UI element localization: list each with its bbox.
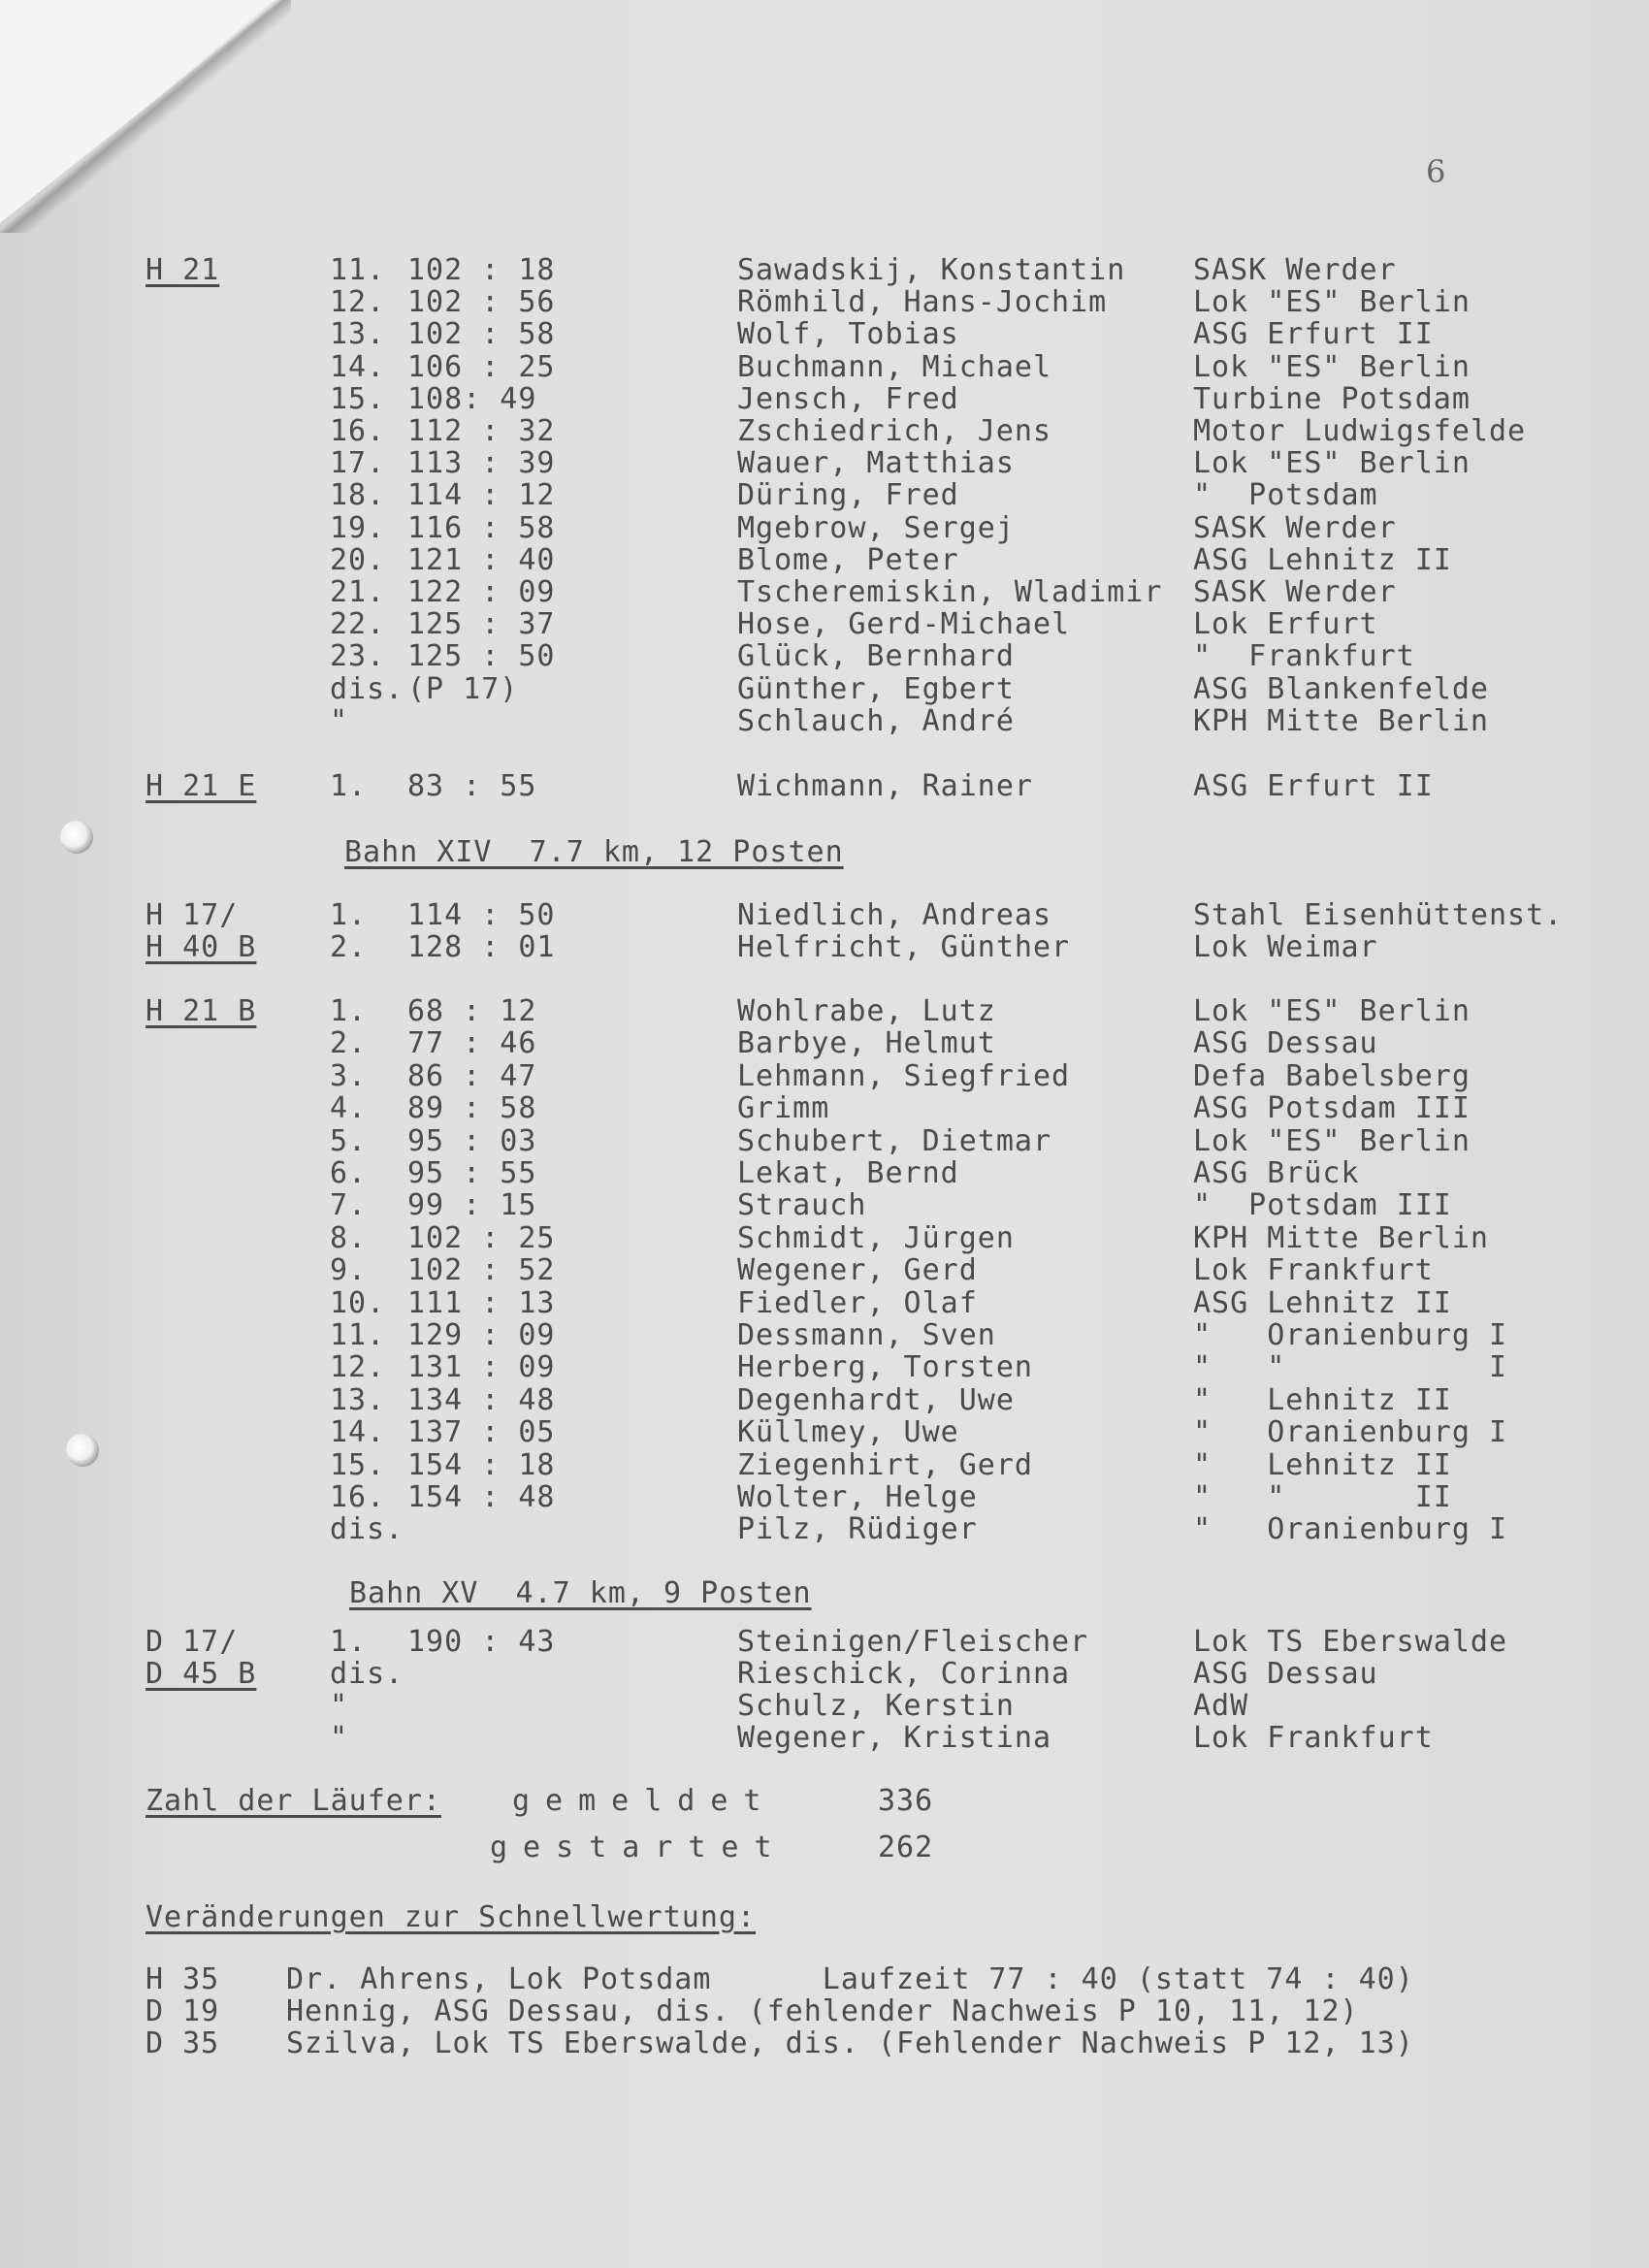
- time-cell: 95 : 03: [407, 1123, 537, 1158]
- name-cell: Grimm: [737, 1091, 830, 1126]
- course-heading: Bahn XV 4.7 km, 9 Posten: [349, 1576, 812, 1610]
- club-cell: Motor Ludwigsfelde: [1193, 414, 1527, 448]
- place-cell: 12.: [330, 1350, 386, 1385]
- name-cell: Strauch: [737, 1188, 867, 1223]
- place-cell: dis.: [330, 1512, 404, 1547]
- club-cell: ASG Erfurt II: [1193, 769, 1434, 803]
- place-cell: 2.: [330, 930, 368, 964]
- name-cell: Tscheremiskin, Wladimir: [737, 575, 1163, 609]
- place-cell: 10.: [330, 1285, 386, 1320]
- club-cell: Turbine Potsdam: [1193, 381, 1471, 416]
- name-cell: Wohlrabe, Lutz: [737, 994, 996, 1028]
- club-cell: Stahl Eisenhüttenst.: [1193, 898, 1564, 932]
- class-label: H 21 B: [146, 994, 257, 1028]
- place-cell: 1.: [330, 898, 368, 932]
- club-cell: Defa Babelsberg: [1193, 1058, 1471, 1093]
- club-cell: Lok TS Eberswalde: [1193, 1625, 1508, 1659]
- place-cell: 21.: [330, 575, 386, 609]
- place-cell: dis.: [330, 671, 404, 706]
- name-cell: Lekat, Bernd: [737, 1156, 959, 1190]
- place-cell: 9.: [330, 1253, 368, 1288]
- page-number: 6: [1426, 153, 1446, 190]
- time-cell: 102 : 52: [407, 1253, 556, 1288]
- time-cell: 102 : 56: [407, 285, 556, 320]
- change-text: Szilva, Lok TS Eberswalde, dis. (Fehlender Nachweis P 12, 13): [286, 2026, 1414, 2060]
- club-cell: " " I: [1193, 1350, 1508, 1385]
- name-cell: Ziegenhirt, Gerd: [737, 1447, 1033, 1482]
- time-cell: 134 : 48: [407, 1382, 556, 1417]
- time-cell: 77 : 46: [407, 1026, 537, 1061]
- time-cell: 128 : 01: [407, 930, 556, 964]
- name-cell: Günther, Egbert: [737, 671, 1015, 706]
- name-cell: Küllmey, Uwe: [737, 1415, 959, 1450]
- place-cell: ": [330, 1689, 349, 1723]
- name-cell: Wauer, Matthias: [737, 446, 1015, 481]
- class-label: H 17/: [146, 898, 239, 932]
- place-cell: 13.: [330, 1382, 386, 1417]
- place-cell: 14.: [330, 1415, 386, 1450]
- name-cell: Degenhardt, Uwe: [737, 1382, 1015, 1417]
- punch-hole: [66, 1434, 99, 1467]
- name-cell: Herberg, Torsten: [737, 1350, 1033, 1385]
- club-cell: " " II: [1193, 1480, 1452, 1514]
- place-cell: ": [330, 1721, 349, 1755]
- name-cell: Wegener, Kristina: [737, 1721, 1052, 1755]
- place-cell: 3.: [330, 1058, 368, 1093]
- changes-heading: Veränderungen zur Schnellwertung:: [146, 1900, 757, 1934]
- place-cell: 18.: [330, 478, 386, 513]
- name-cell: Sawadskij, Konstantin: [737, 253, 1126, 287]
- name-cell: Mgebrow, Sergej: [737, 510, 1015, 545]
- name-cell: Glück, Bernhard: [737, 639, 1015, 674]
- club-cell: AdW: [1193, 1689, 1249, 1723]
- place-cell: ": [330, 703, 349, 738]
- name-cell: Wegener, Gerd: [737, 1253, 978, 1288]
- name-cell: Wolf, Tobias: [737, 317, 959, 352]
- place-cell: 15.: [330, 381, 386, 416]
- name-cell: Rieschick, Corinna: [737, 1657, 1071, 1691]
- time-cell: 95 : 55: [407, 1156, 537, 1190]
- change-class: D 35: [146, 2026, 220, 2060]
- club-cell: SASK Werder: [1193, 253, 1397, 287]
- class-label: H 21: [146, 253, 220, 287]
- class-label: H 21 E: [146, 769, 257, 803]
- club-cell: " Lehnitz II: [1193, 1447, 1452, 1482]
- club-cell: " Potsdam III: [1193, 1188, 1452, 1223]
- club-cell: Lok Frankfurt: [1193, 1721, 1434, 1755]
- place-cell: 22.: [330, 607, 386, 642]
- club-cell: ASG Blankenfelde: [1193, 671, 1489, 706]
- place-cell: dis.: [330, 1657, 404, 1691]
- club-cell: KPH Mitte Berlin: [1193, 703, 1489, 738]
- club-cell: Lok "ES" Berlin: [1193, 349, 1471, 384]
- club-cell: SASK Werder: [1193, 575, 1397, 609]
- club-cell: ASG Erfurt II: [1193, 317, 1434, 352]
- time-cell: 68 : 12: [407, 994, 537, 1028]
- change-class: H 35: [146, 1962, 220, 1996]
- corner-shadow: [0, 0, 291, 233]
- name-cell: Barbye, Helmut: [737, 1026, 996, 1061]
- change-text: Hennig, ASG Dessau, dis. (fehlender Nachweis P 10, 11, 12): [286, 1994, 1359, 2028]
- time-cell: 112 : 32: [407, 414, 556, 448]
- place-cell: 6.: [330, 1156, 368, 1190]
- time-cell: 114 : 50: [407, 898, 556, 932]
- time-cell: 102 : 58: [407, 317, 556, 352]
- place-cell: 1.: [330, 769, 368, 803]
- place-cell: 8.: [330, 1220, 368, 1255]
- name-cell: Jensch, Fred: [737, 381, 959, 416]
- club-cell: " Oranienburg I: [1193, 1318, 1508, 1352]
- time-cell: 106 : 25: [407, 349, 556, 384]
- place-cell: 4.: [330, 1091, 368, 1126]
- place-cell: 17.: [330, 446, 386, 481]
- time-cell: (P 17): [407, 671, 519, 706]
- time-cell: 89 : 58: [407, 1091, 537, 1126]
- club-cell: ASG Dessau: [1193, 1657, 1378, 1691]
- club-cell: " Potsdam: [1193, 478, 1378, 513]
- reported-value: 336: [878, 1784, 934, 1818]
- name-cell: Schulz, Kerstin: [737, 1689, 1015, 1723]
- club-cell: Lok Frankfurt: [1193, 1253, 1434, 1288]
- time-cell: 125 : 37: [407, 607, 556, 642]
- place-cell: 5.: [330, 1123, 368, 1158]
- time-cell: 113 : 39: [407, 446, 556, 481]
- club-cell: Lok "ES" Berlin: [1193, 994, 1471, 1028]
- time-cell: 114 : 12: [407, 478, 556, 513]
- name-cell: Blome, Peter: [737, 542, 959, 577]
- time-cell: 111 : 13: [407, 1285, 556, 1320]
- name-cell: Düring, Fred: [737, 478, 959, 513]
- name-cell: Helfricht, Günther: [737, 930, 1071, 964]
- time-cell: 122 : 09: [407, 575, 556, 609]
- class-label: H 40 B: [146, 930, 257, 964]
- club-cell: Lok Weimar: [1193, 930, 1378, 964]
- place-cell: 16.: [330, 1480, 386, 1514]
- time-cell: 99 : 15: [407, 1188, 537, 1223]
- place-cell: 2.: [330, 1026, 368, 1061]
- club-cell: Lok "ES" Berlin: [1193, 1123, 1471, 1158]
- place-cell: 11.: [330, 1318, 386, 1352]
- name-cell: Steinigen/Fleischer: [737, 1625, 1089, 1659]
- punch-hole: [60, 821, 93, 854]
- place-cell: 14.: [330, 349, 386, 384]
- place-cell: 20.: [330, 542, 386, 577]
- time-cell: 86 : 47: [407, 1058, 537, 1093]
- course-heading: Bahn XIV 7.7 km, 12 Posten: [344, 835, 844, 869]
- time-cell: 102 : 25: [407, 1220, 556, 1255]
- reported-label: gemeldet: [512, 1784, 777, 1818]
- name-cell: Niedlich, Andreas: [737, 898, 1052, 932]
- time-cell: 108: 49: [407, 381, 537, 416]
- club-cell: Lok "ES" Berlin: [1193, 446, 1471, 481]
- time-cell: 125 : 50: [407, 639, 556, 674]
- club-cell: " Oranienburg I: [1193, 1512, 1508, 1547]
- time-cell: 190 : 43: [407, 1625, 556, 1659]
- name-cell: Schmidt, Jürgen: [737, 1220, 1015, 1255]
- club-cell: ASG Potsdam III: [1193, 1091, 1471, 1126]
- place-cell: 16.: [330, 414, 386, 448]
- time-cell: 121 : 40: [407, 542, 556, 577]
- change-text: Dr. Ahrens, Lok Potsdam Laufzeit 77 : 40 (statt 74 : 40): [286, 1962, 1414, 1996]
- club-cell: ASG Lehnitz II: [1193, 1285, 1452, 1320]
- club-cell: " Frankfurt: [1193, 639, 1415, 674]
- club-cell: KPH Mitte Berlin: [1193, 1220, 1489, 1255]
- club-cell: " Oranienburg I: [1193, 1415, 1508, 1450]
- started-label: gestartet: [490, 1831, 788, 1864]
- name-cell: Schlauch, André: [737, 703, 1015, 738]
- club-cell: Lok Erfurt: [1193, 607, 1378, 642]
- time-cell: 102 : 18: [407, 253, 556, 287]
- place-cell: 1.: [330, 1625, 368, 1659]
- name-cell: Dessmann, Sven: [737, 1318, 996, 1352]
- name-cell: Buchmann, Michael: [737, 349, 1052, 384]
- time-cell: 154 : 18: [407, 1447, 556, 1482]
- place-cell: 19.: [330, 510, 386, 545]
- place-cell: 7.: [330, 1188, 368, 1223]
- name-cell: Lehmann, Siegfried: [737, 1058, 1071, 1093]
- place-cell: 12.: [330, 285, 386, 320]
- club-cell: " Lehnitz II: [1193, 1382, 1452, 1417]
- time-cell: 129 : 09: [407, 1318, 556, 1352]
- class-label: D 17/: [146, 1625, 239, 1659]
- name-cell: Schubert, Dietmar: [737, 1123, 1052, 1158]
- club-cell: Lok "ES" Berlin: [1193, 285, 1471, 320]
- runners-label: Zahl der Läufer:: [146, 1784, 441, 1818]
- name-cell: Wichmann, Rainer: [737, 769, 1033, 803]
- time-cell: 131 : 09: [407, 1350, 556, 1385]
- name-cell: Wolter, Helge: [737, 1480, 978, 1514]
- club-cell: ASG Dessau: [1193, 1026, 1378, 1061]
- place-cell: 15.: [330, 1447, 386, 1482]
- place-cell: 11.: [330, 253, 386, 287]
- club-cell: SASK Werder: [1193, 510, 1397, 545]
- change-class: D 19: [146, 1994, 220, 2028]
- name-cell: Pilz, Rüdiger: [737, 1512, 978, 1547]
- place-cell: 23.: [330, 639, 386, 674]
- name-cell: Römhild, Hans-Jochim: [737, 285, 1108, 320]
- name-cell: Zschiedrich, Jens: [737, 414, 1052, 448]
- name-cell: Hose, Gerd-Michael: [737, 607, 1071, 642]
- club-cell: ASG Lehnitz II: [1193, 542, 1452, 577]
- class-label: D 45 B: [146, 1657, 257, 1691]
- club-cell: ASG Brück: [1193, 1156, 1360, 1190]
- name-cell: Fiedler, Olaf: [737, 1285, 978, 1320]
- place-cell: 13.: [330, 317, 386, 352]
- time-cell: 116 : 58: [407, 510, 556, 545]
- time-cell: 154 : 48: [407, 1480, 556, 1514]
- place-cell: 1.: [330, 994, 368, 1028]
- started-value: 262: [878, 1831, 934, 1864]
- time-cell: 83 : 55: [407, 769, 537, 803]
- time-cell: 137 : 05: [407, 1415, 556, 1450]
